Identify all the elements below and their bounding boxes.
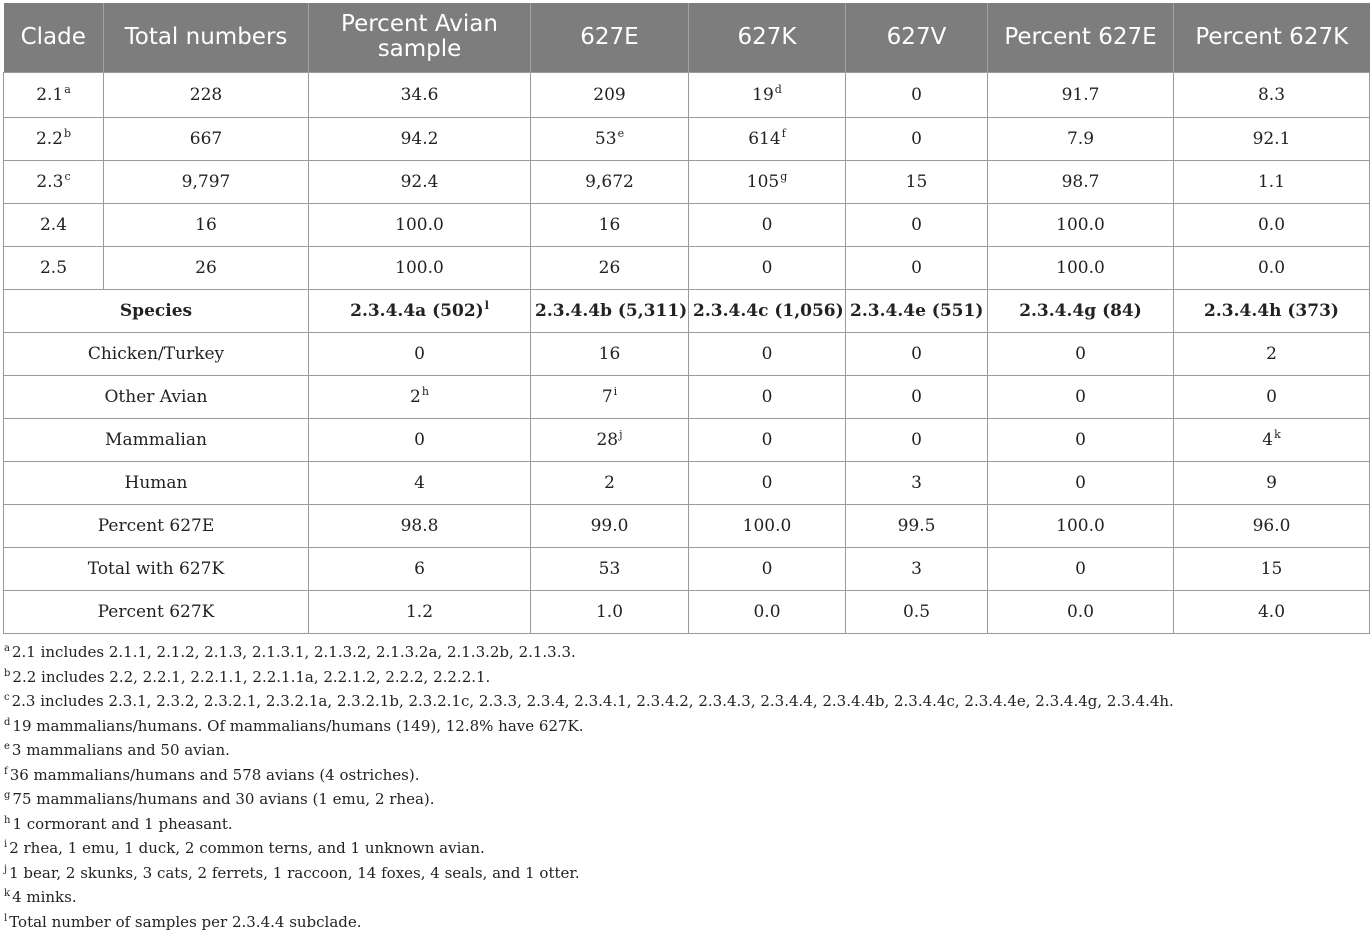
cell-value: 16 [195, 214, 217, 235]
footnote-text: Total number of samples per 2.3.4.4 subclade. [9, 912, 362, 931]
footnote-marker: e [4, 741, 10, 752]
cell-value: 15 [905, 171, 928, 192]
table-cell [4, 418, 309, 461]
table-cell [988, 375, 1174, 418]
table-row [4, 72, 1370, 117]
cell-value: 3 [911, 558, 922, 579]
cell-value: 2.2 [35, 128, 63, 149]
column-header: 627E [531, 3, 689, 72]
table-cell [988, 332, 1174, 375]
table-cell [531, 375, 689, 418]
cell-value: Species [119, 300, 193, 321]
footnote [4, 836, 1364, 861]
cell-value: 2 [410, 386, 421, 407]
table-cell [4, 375, 309, 418]
table-cell [1174, 504, 1370, 547]
cell-value: 0 [414, 343, 425, 364]
cell-value: Human [124, 472, 188, 493]
footnote-marker: i [613, 384, 618, 398]
table-row [4, 504, 1370, 547]
cell-value: 2.5 [39, 257, 68, 278]
cell-value: 2.3.4.4b (5,311) [535, 300, 688, 321]
table-cell [4, 504, 309, 547]
table-cell [1174, 461, 1370, 504]
cell-value: 105 [746, 171, 780, 192]
table-cell [104, 72, 309, 117]
table-cell [4, 246, 104, 289]
species-header-cell [846, 289, 988, 332]
table-cell [4, 203, 104, 246]
cell-value: 4.0 [1257, 601, 1286, 622]
table-row [4, 117, 1370, 160]
cell-value: 2.1 [36, 84, 64, 105]
cell-value: 7 [601, 386, 613, 407]
table-cell [689, 72, 846, 117]
cell-value: 6 [414, 558, 425, 579]
column-header: Clade [4, 3, 104, 72]
column-header: Percent Avian sample [309, 3, 531, 72]
species-header-cell [309, 289, 531, 332]
cell-value: 0 [761, 257, 773, 278]
table-cell [1174, 72, 1370, 117]
table-cell [531, 547, 689, 590]
table-cell [4, 461, 309, 504]
table-cell [988, 590, 1174, 633]
footnote-marker: g [780, 169, 788, 183]
table-cell [309, 332, 531, 375]
cell-value: 0 [911, 257, 922, 278]
cell-value: 667 [189, 128, 223, 149]
table-row [4, 332, 1370, 375]
cell-value: 98.8 [400, 515, 439, 536]
table-row [4, 160, 1370, 203]
cell-value: Total with 627K [87, 558, 225, 579]
footnote [4, 861, 1364, 886]
table-cell [1174, 203, 1370, 246]
table-row [4, 246, 1370, 289]
table-cell [309, 547, 531, 590]
cell-value: 99.0 [590, 515, 629, 536]
table-cell [531, 590, 689, 633]
table-cell [531, 332, 689, 375]
cell-value: 4 [414, 472, 425, 493]
column-header: Percent 627K [1174, 3, 1370, 72]
table-cell [104, 203, 309, 246]
footnote-text: 1 cormorant and 1 pheasant. [12, 814, 233, 833]
column-header: Total numbers [104, 3, 309, 72]
cell-value: 2.3.4.4g (84) [1019, 300, 1142, 321]
footnote-text: 2.3 includes 2.3.1, 2.3.2, 2.3.2.1, 2.3.2.1a, 2.3.2.1b, 2.3.2.1c, 2.3.3, 2.3.4, 2.3.4.1, 2.3.4.2, 2.3.4.3, 2.3.4.4, 2.3.4.4b, 2.3.4.4c, 2.3.4.4e, 2.3.4.4g, 2.3.4.4h. [11, 692, 1174, 710]
column-header: 627V [846, 3, 988, 72]
table-cell [531, 461, 689, 504]
footnote-marker: k [1274, 427, 1281, 441]
cell-value: 2.3.4.4e (551) [850, 300, 984, 321]
cell-value: Other Avian [104, 386, 208, 407]
cell-value: 2.3 [36, 171, 64, 192]
table-cell [689, 203, 846, 246]
table-row [4, 461, 1370, 504]
footnote [4, 738, 1364, 763]
table-cell [4, 72, 104, 117]
table-cell [309, 590, 531, 633]
footnote [4, 910, 1364, 935]
table-cell [309, 418, 531, 461]
cell-value: 19 [752, 84, 774, 105]
cell-value: 0 [414, 429, 425, 450]
footnote-marker: a [64, 82, 71, 96]
table-cell [309, 117, 531, 160]
table-row [4, 203, 1370, 246]
column-header: Percent 627E [988, 3, 1174, 72]
cell-value: 2.3.4.4a (502) [350, 300, 484, 321]
table-cell [4, 547, 309, 590]
table-cell [1174, 246, 1370, 289]
table-cell [689, 375, 846, 418]
table-cell [689, 246, 846, 289]
cell-value: 0 [911, 128, 922, 149]
table-cell [1174, 160, 1370, 203]
footnote [4, 714, 1364, 739]
cell-value: 53 [594, 128, 617, 149]
table-cell [309, 203, 531, 246]
footnote-marker: c [4, 692, 10, 703]
table-row [4, 418, 1370, 461]
cell-value: 0 [911, 386, 922, 407]
cell-value: 614 [748, 128, 781, 149]
table-cell [1174, 418, 1370, 461]
table-cell [988, 203, 1174, 246]
table-cell [846, 504, 988, 547]
table-cell [988, 246, 1174, 289]
cell-value: 0 [911, 84, 922, 105]
table-cell [1174, 547, 1370, 590]
table-cell [1174, 117, 1370, 160]
table-cell [846, 332, 988, 375]
table-cell [846, 203, 988, 246]
table-row [4, 547, 1370, 590]
cell-value: 0 [911, 343, 922, 364]
cell-value: 91.7 [1061, 84, 1100, 105]
cell-value: 9 [1266, 472, 1277, 493]
table-cell [988, 160, 1174, 203]
footnote [4, 665, 1364, 690]
cell-value: 100.0 [1056, 515, 1105, 536]
cell-value: 100.0 [395, 257, 444, 278]
cell-value: 0 [761, 214, 773, 235]
table-cell [846, 72, 988, 117]
cell-value: 0 [1075, 472, 1086, 493]
table-cell [846, 160, 988, 203]
footnote [4, 787, 1364, 812]
cell-value: 0 [1075, 386, 1086, 407]
cell-value: 2.4 [39, 214, 68, 235]
table-cell [689, 117, 846, 160]
table-cell [846, 461, 988, 504]
table-cell [104, 246, 309, 289]
table-cell [846, 375, 988, 418]
table-cell [846, 547, 988, 590]
cell-value: 100.0 [742, 515, 792, 536]
footnote-marker: d [4, 716, 11, 728]
cell-value: 0 [761, 429, 773, 450]
footnote-text: 2.2 includes 2.2, 2.2.1, 2.2.1.1, 2.2.1.1a, 2.2.1.2, 2.2.2, 2.2.2.1. [12, 667, 491, 686]
cell-value: 92.1 [1252, 128, 1291, 149]
table-cell [689, 590, 846, 633]
footnote [4, 689, 1364, 714]
footnote [4, 763, 1364, 788]
footnote-text: 2 rhea, 1 emu, 1 duck, 2 common terns, and 1 unknown avian. [9, 839, 485, 857]
table-cell [531, 203, 689, 246]
species-header-cell [689, 289, 846, 332]
table-cell [309, 246, 531, 289]
cell-value: 16 [598, 214, 621, 235]
footnote-text: 4 minks. [12, 888, 77, 906]
cell-value: 3 [911, 472, 922, 493]
table-row [4, 590, 1370, 633]
table-cell [309, 375, 531, 418]
table-cell [988, 418, 1174, 461]
table-cell [689, 418, 846, 461]
cell-value: 1.0 [595, 601, 624, 622]
table-cell [531, 117, 689, 160]
footnote-text: 75 mammalians/humans and 30 avians (1 emu, 2 rhea). [12, 790, 435, 808]
cell-value: 100.0 [1056, 214, 1105, 235]
table-cell [4, 160, 104, 203]
table-cell [309, 72, 531, 117]
species-header-cell [988, 289, 1174, 332]
footnote-marker: j [619, 427, 623, 441]
footnote-marker: l [4, 912, 8, 924]
cell-value: 0 [1266, 386, 1277, 407]
cell-value: 0 [1075, 558, 1086, 579]
cell-value: 0 [911, 214, 922, 235]
footnote-marker: h [4, 814, 11, 826]
table-cell [988, 72, 1174, 117]
cell-value: 34.6 [400, 84, 439, 105]
cell-value: Percent 627E [97, 515, 215, 536]
species-header-row [4, 289, 1370, 332]
cell-value: 228 [189, 84, 223, 105]
cell-value: 2 [604, 472, 615, 493]
cell-value: 0.0 [1257, 214, 1286, 235]
table-cell [689, 504, 846, 547]
table-cell [104, 117, 309, 160]
cell-value: 7.9 [1066, 128, 1095, 149]
footnotes [4, 640, 1364, 934]
cell-value: 53 [598, 558, 621, 579]
cell-value: Percent 627K [97, 601, 215, 622]
footnote-marker: f [781, 126, 786, 140]
table-cell [846, 590, 988, 633]
cell-value: 100.0 [1056, 257, 1105, 278]
footnote-marker: b [64, 126, 72, 140]
table-cell [309, 504, 531, 547]
cell-value: 2 [1266, 343, 1277, 364]
species-header-cell [1174, 289, 1370, 332]
table-cell [689, 332, 846, 375]
cell-value: 0 [1075, 429, 1086, 450]
table-cell [689, 547, 846, 590]
table-cell [4, 590, 309, 633]
cell-value: 0 [761, 472, 773, 493]
species-header-cell [4, 289, 309, 332]
cell-value: 1.1 [1257, 171, 1286, 192]
footnote-marker: e [617, 126, 625, 140]
footnote-marker: h [421, 384, 429, 398]
species-header-cell [531, 289, 689, 332]
footnote-marker: a [4, 643, 10, 654]
footnote-text: 19 mammalians/humans. Of mammalians/humans (149), 12.8% have 627K. [12, 716, 584, 735]
footnote-marker: g [4, 790, 11, 801]
cell-value: 0.0 [753, 601, 781, 622]
footnote-marker: c [64, 169, 71, 183]
footnote-text: 36 mammalians/humans and 578 avians (4 ostriches). [9, 765, 420, 784]
cell-value: 0 [761, 558, 773, 579]
table-cell [1174, 590, 1370, 633]
table-cell [846, 117, 988, 160]
cell-value: 92.4 [400, 171, 439, 192]
table-cell [4, 332, 309, 375]
cell-value: 1.2 [405, 601, 434, 622]
cell-value: 28 [596, 429, 619, 450]
cell-value: 2.3.4.4c (1,056) [693, 300, 844, 321]
cell-value: 0.5 [902, 601, 931, 622]
table-cell [689, 461, 846, 504]
table-cell [988, 461, 1174, 504]
table-cell [846, 246, 988, 289]
cell-value: 96.0 [1252, 515, 1291, 536]
cell-value: 15 [1260, 558, 1283, 579]
table-cell [1174, 332, 1370, 375]
cell-value: 94.2 [400, 128, 439, 149]
footnote-text: 2.1 includes 2.1.1, 2.1.2, 2.1.3, 2.1.3.1, 2.1.3.2, 2.1.3.2a, 2.1.3.2b, 2.1.3.3. [11, 643, 576, 661]
footnote-marker: j [4, 863, 8, 875]
table-cell [531, 418, 689, 461]
column-header: 627K [689, 3, 846, 72]
footnote-marker: i [4, 839, 8, 850]
cell-value: Chicken/Turkey [87, 343, 225, 364]
footnote-marker: f [4, 765, 8, 777]
table-cell [988, 547, 1174, 590]
footnote-marker: b [4, 667, 11, 679]
cell-value: 26 [598, 257, 621, 278]
cell-value: 0.0 [1066, 601, 1095, 622]
cell-value: 0.0 [1257, 257, 1286, 278]
cell-value: 0 [911, 429, 922, 450]
footnote-marker: l [484, 298, 489, 312]
cell-value: 0 [1075, 343, 1086, 364]
cell-value: 4 [1262, 429, 1274, 450]
table-cell [309, 461, 531, 504]
footnote [4, 640, 1364, 665]
footnote-text: 3 mammalians and 50 avian. [11, 741, 230, 759]
cell-value: 99.5 [897, 515, 936, 536]
table-cell [1174, 375, 1370, 418]
data-table [3, 3, 1370, 634]
table-cell [531, 246, 689, 289]
cell-value: 9,672 [585, 171, 634, 192]
cell-value: 0 [761, 386, 773, 407]
table-header-row [4, 3, 1370, 72]
cell-value: 8.3 [1257, 84, 1286, 105]
table-cell [689, 160, 846, 203]
table-cell [4, 117, 104, 160]
table-cell [531, 72, 689, 117]
cell-value: 0 [761, 343, 773, 364]
table-row [4, 375, 1370, 418]
cell-value: 98.7 [1061, 171, 1100, 192]
table-cell [309, 160, 531, 203]
footnote [4, 885, 1364, 910]
table-cell [988, 504, 1174, 547]
cell-value: 100.0 [395, 214, 444, 235]
cell-value: 16 [598, 343, 621, 364]
cell-value: 26 [195, 257, 217, 278]
table-cell [531, 160, 689, 203]
footnote-marker: d [774, 82, 782, 96]
cell-value: Mammalian [105, 429, 207, 450]
cell-value: 9,797 [181, 171, 231, 192]
footnote-marker: k [4, 888, 11, 899]
table-cell [531, 504, 689, 547]
footnote-text: 1 bear, 2 skunks, 3 cats, 2 ferrets, 1 raccoon, 14 foxes, 4 seals, and 1 otter. [9, 863, 580, 882]
table-cell [104, 160, 309, 203]
table-cell [988, 117, 1174, 160]
cell-value: 2.3.4.4h (373) [1204, 300, 1339, 321]
table-cell [846, 418, 988, 461]
footnote [4, 812, 1364, 837]
cell-value: 209 [593, 84, 626, 105]
